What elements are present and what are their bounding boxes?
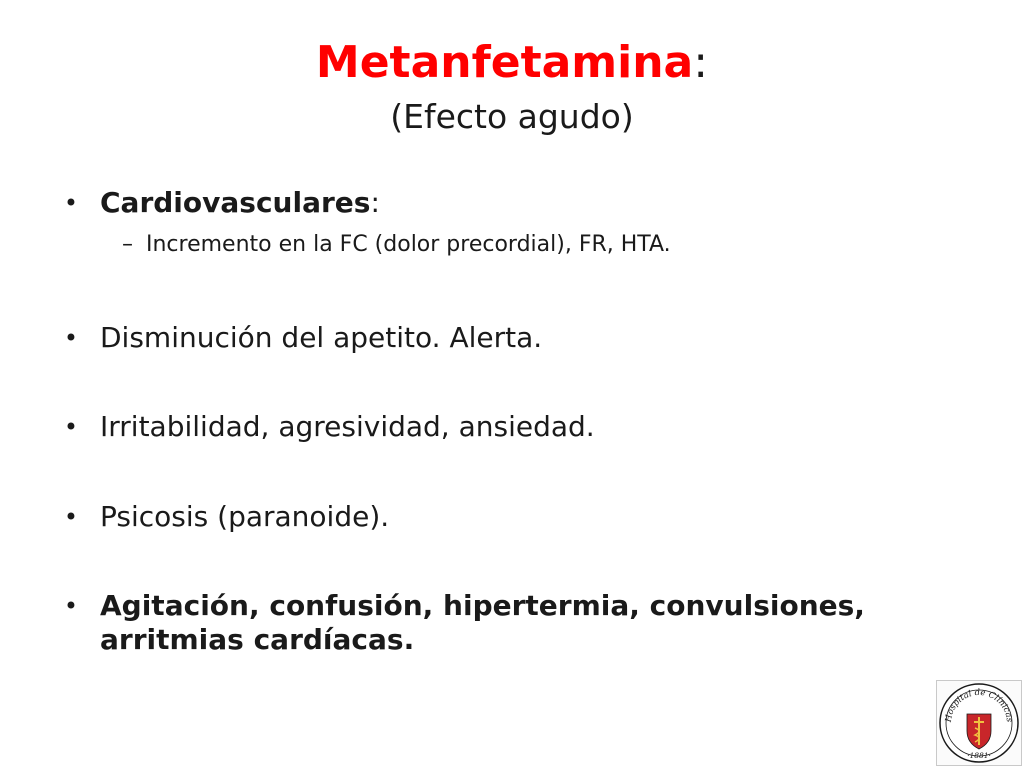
title-text: Metanfetamina bbox=[315, 37, 694, 88]
seal-year: ·1881· bbox=[967, 751, 991, 760]
bullet-item-cardiovasculares bbox=[60, 186, 960, 257]
slide-title-block bbox=[0, 37, 1024, 137]
bullet-text bbox=[100, 186, 960, 220]
title-colon: : bbox=[693, 37, 709, 88]
hospital-logo bbox=[936, 680, 1022, 766]
bullet-icon: • bbox=[63, 324, 79, 352]
bullet-icon: • bbox=[63, 189, 79, 217]
bullet-item-agitacion bbox=[60, 589, 880, 657]
bullet-icon: • bbox=[63, 413, 79, 441]
slide-title bbox=[0, 37, 1024, 88]
hospital-de-clinicas-seal-icon bbox=[937, 681, 1021, 765]
slide-subtitle: (Efecto agudo) bbox=[390, 97, 634, 137]
bullet-text: Psicosis (paranoide). bbox=[100, 500, 390, 533]
bullet-item-apetito bbox=[60, 321, 960, 355]
bullet-item-psicosis bbox=[60, 500, 960, 534]
bullet-text: Disminución del apetito. Alerta. bbox=[100, 321, 543, 354]
bullet-icon: • bbox=[63, 503, 79, 531]
bullet-text: Irritabilidad, agresividad, ansiedad. bbox=[100, 410, 595, 443]
sub-bullet-item bbox=[122, 231, 671, 259]
dash-icon: – bbox=[122, 232, 133, 257]
bullet-label-suffix: : bbox=[370, 186, 380, 219]
bullet-text: Agitación, confusión, hipertermia, convulsiones, arritmias cardíacas. bbox=[100, 589, 865, 656]
bullet-icon: • bbox=[63, 592, 79, 620]
bullet-item-irritabilidad bbox=[60, 410, 960, 444]
bullet-label: Cardiovasculares bbox=[100, 186, 371, 219]
sub-bullet-text: Incremento en la FC (dolor precordial), FR, HTA. bbox=[146, 232, 671, 257]
seal-arc-text: Hospital de Clínicas bbox=[943, 687, 1015, 723]
